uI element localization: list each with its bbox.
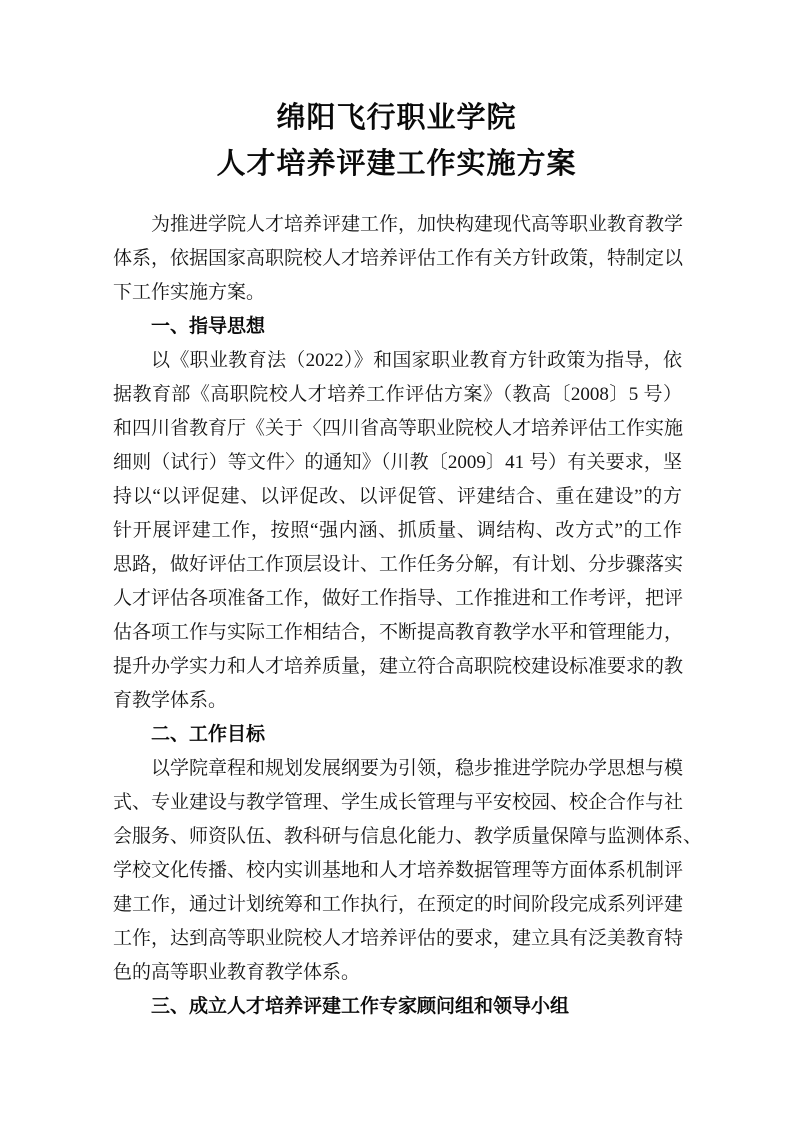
title-line-1: 绵阳飞行职业学院	[276, 102, 517, 134]
text-line: 估各项工作与实际工作相结合，不断提高教育教学水平和管理能力，	[113, 622, 684, 643]
text-line: 为推进学院人才培养评建工作，加快构建现代高等职业教育教学	[151, 214, 684, 235]
text-line: 据教育部《高职院校人才培养工作评估方案》（教高〔2008〕5 号）	[113, 384, 682, 405]
text-line: 思路，做好评估工作顶层设计、工作任务分解，有计划、分步骤落实	[113, 554, 684, 575]
text-line: 针开展评建工作，按照“强内涵、抓质量、调结构、改方式”的工作	[113, 520, 682, 541]
text-line: 学校文化传播、校内实训基地和人才培养数据管理等方面体系机制评	[113, 860, 684, 881]
intro-paragraph	[113, 208, 682, 310]
heading-expert-leading-group: 三、成立人才培养评建工作专家顾问组和领导小组	[151, 996, 570, 1017]
document-title	[0, 0, 793, 187]
text-line: 以《职业教育法（2022）》和国家职业教育方针政策为指导，依	[151, 350, 682, 371]
title-line-2: 人才培养评建工作实施方案	[216, 148, 577, 180]
text-line: 式、专业建设与教学管理、学生成长管理与平安校园、校企合作与社	[113, 792, 684, 813]
text-line: 细则（试行）等文件〉的通知》（川教〔2009〕41 号）有关要求，坚	[113, 452, 682, 473]
text-line: 下工作实施方案。	[113, 282, 266, 303]
text-line: 工作，达到高等职业院校人才培养评估的要求，建立具有泛美教育特	[113, 928, 684, 949]
text-line: 色的高等职业教育教学体系。	[113, 962, 361, 983]
text-line: 提升办学实力和人才培养质量，建立符合高职院校建设标准要求的教	[113, 656, 684, 677]
heading-guiding-ideology: 一、指导思想	[151, 316, 266, 337]
text-line: 育教学体系。	[113, 690, 228, 711]
text-line: 会服务、师资队伍、教科研与信息化能力、教学质量保障与监测体系、	[113, 826, 703, 847]
text-line: 人才评估各项准备工作，做好工作指导、工作推进和工作考评，把评	[113, 588, 684, 609]
heading-work-goals: 二、工作目标	[151, 724, 266, 745]
text-line: 持以“以评促建、以评促改、以评促管、评建结合、重在建设”的方	[113, 486, 682, 507]
guiding-ideology-paragraph	[113, 344, 682, 718]
text-line: 和四川省教育厅《关于〈四川省高等职业院校人才培养评估工作实施	[113, 418, 684, 439]
work-goals-paragraph	[113, 752, 703, 990]
text-line: 以学院章程和规划发展纲要为引领，稳步推进学院办学思想与模	[151, 758, 684, 779]
text-line: 体系，依据国家高职院校人才培养评估工作有关方针政策，特制定以	[113, 248, 684, 269]
document-body	[113, 208, 703, 1024]
text-line: 建工作，通过计划统筹和工作执行，在预定的时间阶段完成系列评建	[113, 894, 684, 915]
